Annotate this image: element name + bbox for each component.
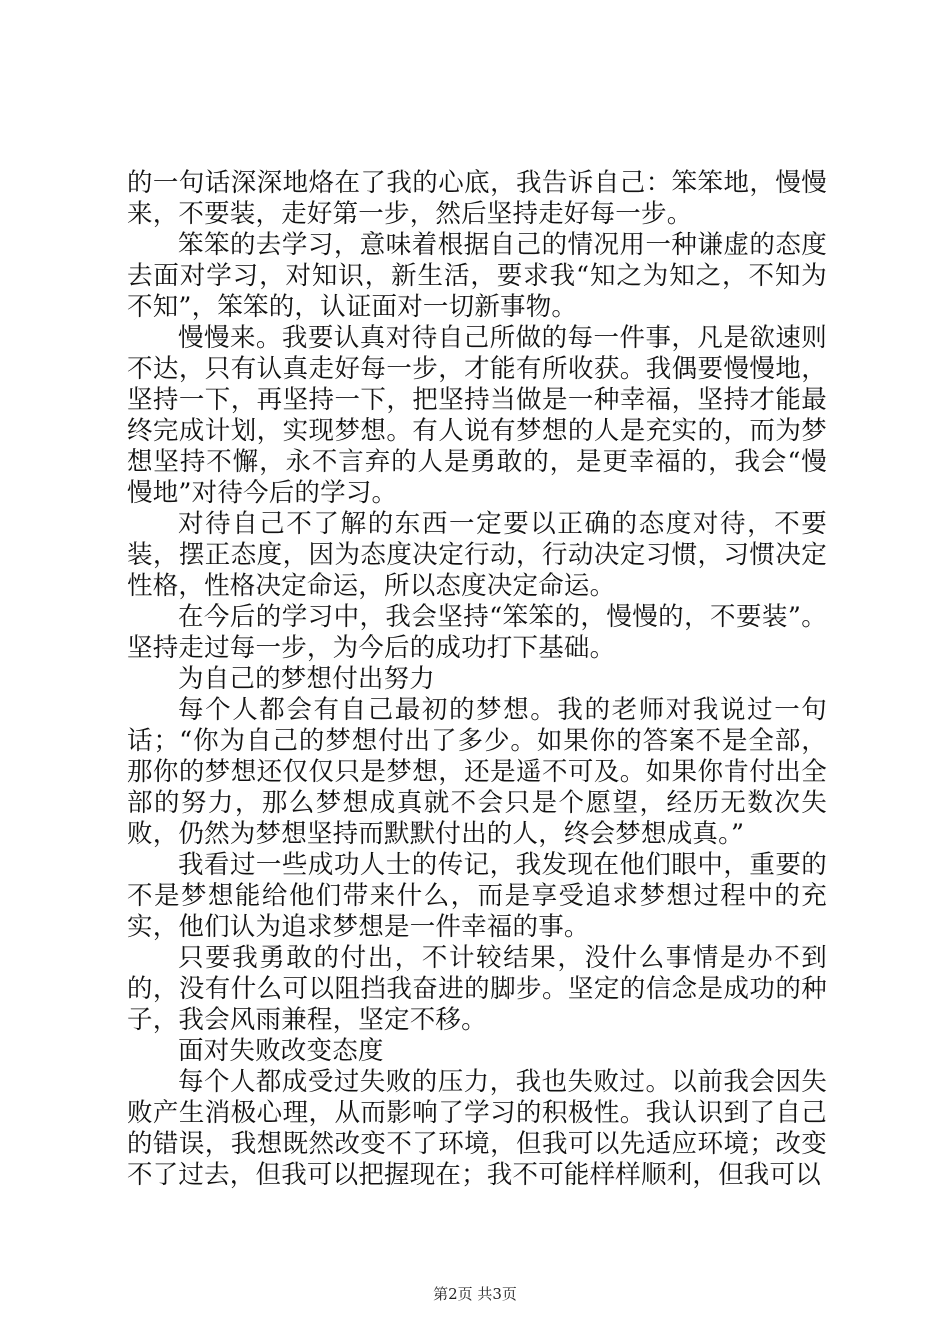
paragraph: 每个人都会有自己最初的梦想。我的老师对我说过一句话；“你为自己的梦想付出了多少。如果你的答案不是全部，那你的梦想还仅仅只是梦想，还是遥不可及。如果你肯付出全部的努力，那么梦想成真就不会只是个愿望，经历无数次失败，仍然为梦想坚持而默默付出的人，终会梦想成真。” [127,695,827,849]
paragraph: 在今后的学习中，我会坚持“笨笨的，慢慢的，不要装”。坚持走过每一步，为今后的成功打下基础。 [127,602,827,663]
paragraph: 我看过一些成功人士的传记，我发现在他们眼中，重要的不是梦想能给他们带来什么，而是享受追求梦想过程中的充实，他们认为追求梦想是一件幸福的事。 [127,850,827,942]
paragraph: 的一句话深深地烙在了我的心底，我告诉自己：笨笨地，慢慢来，不要装，走好第一步，然后坚持走好每一步。 [127,168,827,229]
paragraph: 对待自己不了解的东西一定要以正确的态度对待，不要装，摆正态度，因为态度决定行动，行动决定习惯，习惯决定性格，性格决定命运，所以态度决定命运。 [127,509,827,601]
section-heading: 为自己的梦想付出努力 [178,664,436,694]
document-body [127,168,827,1191]
section-heading: 面对失败改变态度 [178,1036,384,1066]
page-footer: 第2页 共3页 [433,1285,517,1303]
paragraph: 慢慢来。我要认真对待自己所做的每一件事，凡是欲速则不达，只有认真走好每一步，才能有所收获。我偶要慢慢地，坚持一下，再坚持一下，把坚持当做是一种幸福，坚持才能最终完成计划，实现梦想。有人说有梦想的人是充实的，而为梦想坚持不懈，永不言弃的人是勇敢的，是更幸福的，我会“慢慢地”对待今后的学习。 [127,323,827,508]
paragraph: 只要我勇敢的付出，不计较结果，没什么事情是办不到的，没有什么可以阻挡我奋进的脚步。坚定的信念是成功的种子，我会风雨兼程，坚定不移。 [127,943,827,1035]
paragraph: 每个人都成受过失败的压力，我也失败过。以前我会因失败产生消极心理，从而影响了学习的积极性。我认识到了自己的错误，我想既然改变不了环境，但我可以先适应环境；改变不了过去，但我可以把握现在；我不可能样样顺利，但我可以 [127,1067,827,1190]
paragraph: 笨笨的去学习，意味着根据自己的情况用一种谦虚的态度去面对学习，对知识，新生活，要求我“知之为知之，不知为不知”，笨笨的，认证面对一切新事物。 [127,230,827,322]
